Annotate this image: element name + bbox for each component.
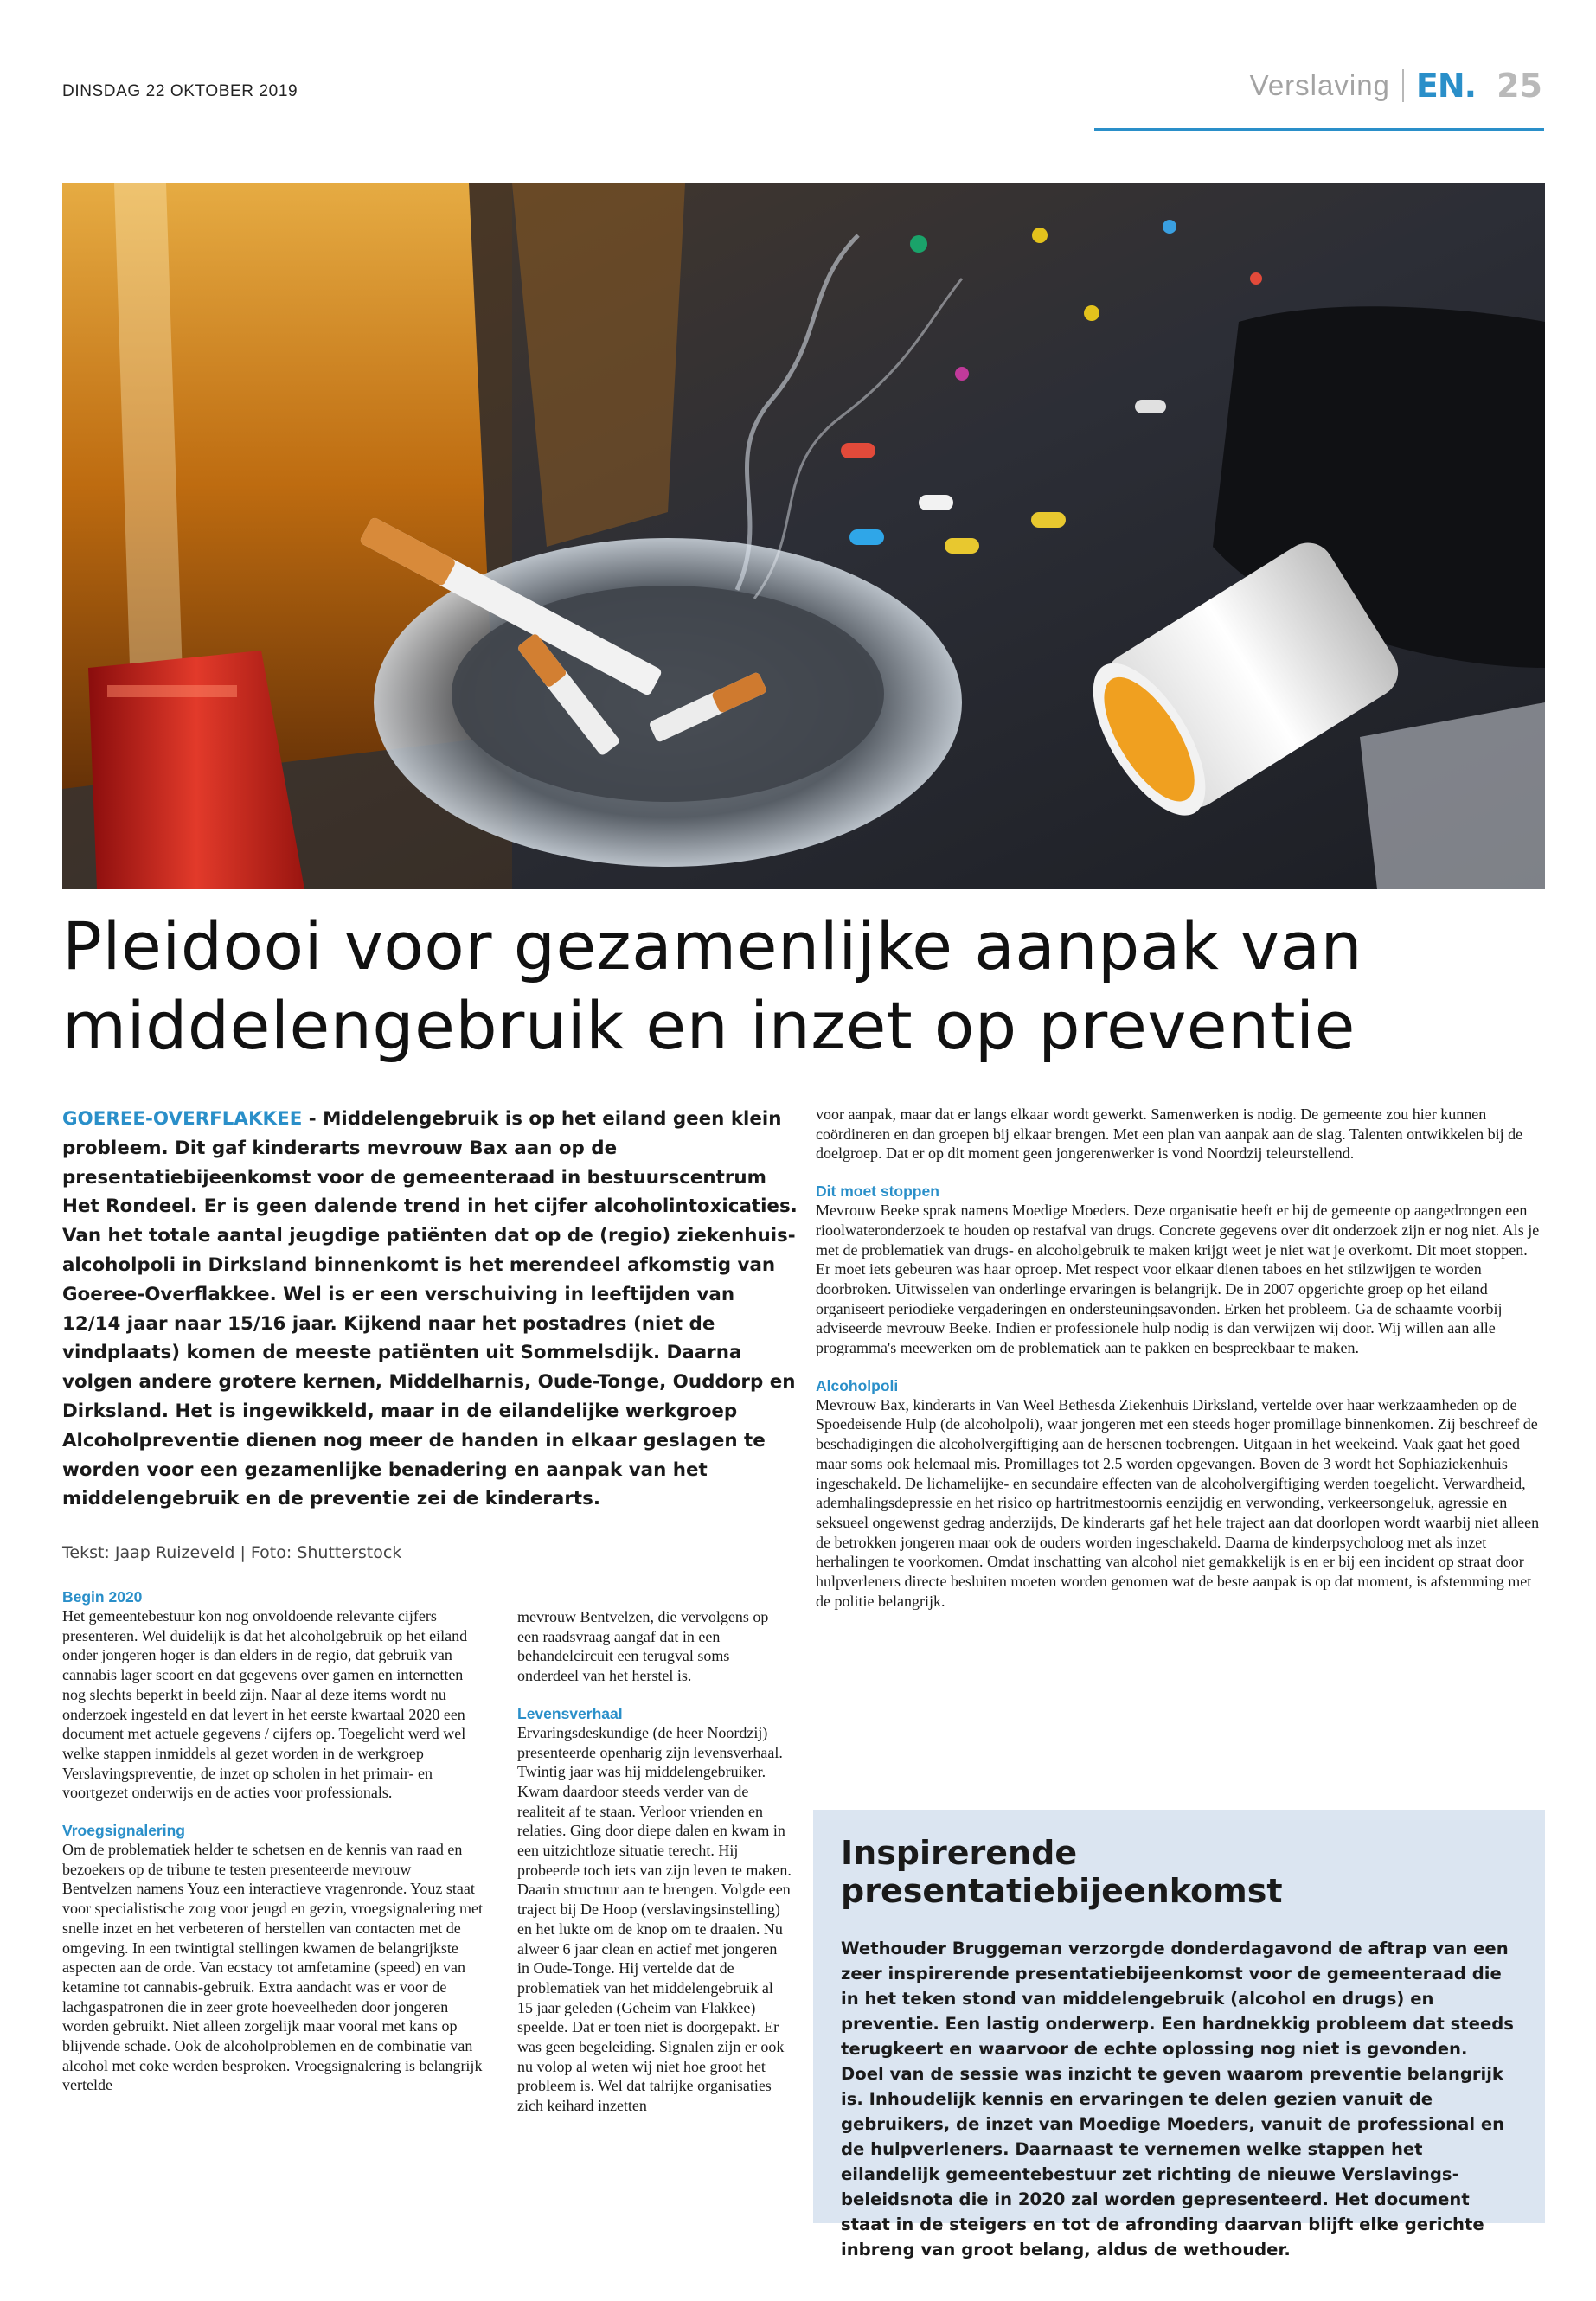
paragraph-begin-2020: Het gemeentebestuur kon nog onvoldoende relevante cijfers presenteren. Wel duidelijk is dat het alcoholgebruik op het eiland onder jongeren hoger is dan elders in de regio, dat gebruik van cannabis lager scoort en dat gegevens over gamen en internetten nog slechts beperkt in beeld zijn. Naar al deze items wordt nu onderzoek ingesteld en dat levert in het eerste kwartaal 2020 een document met actuele gegevens / cijfers op. Toegelicht werd wel welke stappen inmiddels al gezet worden in de werkgroep Verslavingspreventie, de inzet op scholen in het primair- en voortgezet onderwijs en de acties voor professionals.: [62, 1607, 468, 1802]
substances-illustration: [62, 183, 1545, 889]
lead-text: - Middelengebruik is op het eiland geen klein probleem. Dit gaf kinderarts mevrouw Bax aan op de presentatiebijeenkomst voor de gemeenteraad in bestuurscentrum Het Rondeel. Er is geen dalende trend in het cijfer alcoholintoxicaties. Van het totale aantal jeugdige patiënten dat op de (regio) ziekenhuis- alcoholpoli in Dirksland binnenkomt is het merendeel afkomstig van Goeree-Overflakkee. Wel is er een verschuiving in leeftijden van 12/14 jaar naar 15/16 jaar. Kijkend naar het postadres (niet de vindplaats) komen de meeste patiënten uit Sommelsdijk. Daarna volgen andere grotere kernen, Middelharnis, Oude-Tonge, Ouddorp en Dirksland. Het is ingewikkeld, maar in de eilandelijke werkgroep Alcoholpreventie dienen nog meer de handen in elkaar geslagen te worden voor een gezamenlijke benadering en aanpak van het middelengebruik en de preventie zei de kinderarts.: [62, 1108, 798, 1510]
sidebar-box: [813, 1810, 1545, 2259]
paragraph-aanpak: voor aanpak, maar dat er langs elkaar wordt gewerkt. Samenwerken is nodig. De gemeente zou hier kunnen coördineren en dan groepen bij elkaar brengen. Met een plan van aanpak aan de slag. Talenten ontwikkelen bij de doelgroep. Dat er op dit moment geen jongerenwerker is vond Noordzij teleurstellend.: [816, 1106, 1523, 1163]
paragraph-continuation: mevrouw Bentvelzen, die vervolgens op een raadsvraag aangaf dat in een behandelcircuit een terugval soms onderdeel van het herstel is.: [517, 1608, 769, 1685]
article-column-3: [816, 1105, 1545, 1611]
subheading-alcoholpoli: Alcoholpoli: [816, 1376, 899, 1394]
subheading-begin-2020: Begin 2020: [62, 1588, 143, 1606]
byline-credit: Tekst: Jaap Ruizeveld | Foto: Shutterstock: [62, 1543, 402, 1562]
paragraph-alcoholpoli: Mevrouw Bax, kinderarts in Van Weel Bethesda Ziekenhuis Dirksland, vertelde over haar werkzaamheden op de Spoedeisende Hulp (de alcoholpoli), waar jongeren met een steeds hoger promillage binnenkomen. Zij beschreef de beschadigingen die alcoholvergiftiging aan de hersenen toebrengen. Uitgaan in het weekeind. Vaak gaat het goed maar soms ook helemaal mis. Promillages tot 2.5 worden opgevangen. Boven de 3 wordt het Sophiaziekenhuis ingeschakeld. De lichamelijke- en secundaire effecten van de alcoholvergiftiging werden toegelicht. Verwardheid, ademhalingsdepressie en het risico op hartritmestoornis eenzijdig en verwonding, verkeersongeluk, agressie en seksueel ongewenst gedrag anderzijds, De kinderarts gaf het hele traject aan dat doorlopen wordt waarbij niet alleen de betrokken jongeren maar ook de ouders worden ingeschakeld. Daarna de kinderpsycholoog met als inzet herhalingen te voorkomen. Omdat inschatting van alcohol niet gemakkelijk is en er bij een incident op straat door hulpverleners directe besluiten moeten worden genomen wat de beste aanpak is op dat moment, is afstemming met de politie belangrijk.: [816, 1395, 1540, 1610]
page-number: 25: [1497, 67, 1542, 105]
issue-date: DINSDAG 22 OKTOBER 2019: [62, 82, 298, 100]
sidebar-title: Inspirerende presentatiebijeenkomst: [841, 1834, 1283, 1910]
header-divider: [1402, 69, 1404, 102]
section-label: Verslaving: [1249, 69, 1390, 101]
headline-line-2: middelengebruik en inzet op preventie: [62, 987, 1356, 1064]
subheading-dit-moet-stoppen: Dit moet stoppen: [816, 1183, 939, 1201]
headline-line-1: Pleidooi voor gezamenlijke aanpak van: [62, 907, 1363, 984]
sidebar-text: Wethouder Bruggeman verzorgde donderdagavond de aftrap van een zeer inspirerende presentatiebijeenkomst voor de gemeenteraad die in het teken stond van middelengebruik (alcohol en drugs) en preventie. Een lastig onderwerp. Een hardnekkig probleem dat steeds terugkeert en waarvoor de echte oplossing nog niet is gevonden. Doel van de sessie was inzicht te geven waarom preventie belangrijk is. Inhoudelijk kennis en ervaringen te delen gezien vanuit de gebruikers, de inzet van Moedige Moeders, vanuit de professional en de hulpverleners. Daarnaast te vernemen welke stappen het eilandelijk gemeentebestuur zet richting de nieuwe Verslavings-beleidsnota die in 2020 zal worden gepresenteerd. Het document staat in de steigers en tot de afronding daarvan blijft elke gerichte inbreng van groot belang, aldus de wethouder.: [841, 1939, 1514, 2259]
article-headline: [62, 907, 1533, 1066]
article-lead: [62, 1105, 798, 1514]
header-rule: [1094, 128, 1544, 131]
page-header: [1250, 66, 1542, 106]
paragraph-vroegsignalering: Om de problematiek helder te schetsen en de kennis van raad en bezoekers op de tribune te testen presenteerde mevrouw Bentvelzen namens Youz een interactieve vragenronde. Youz staat voor specialistische zorg voor jeugd en gezin, vroegsignalering met snelle inzet en het verbeteren of herstellen van contacten met de omgeving. In een twintigtal stellingen kwamen de belangrijkste aspecten aan de orde. Van ecstacy tot amfetamine (speed) en van ketamine tot cannabis-gebruik. Extra aandacht was er voor de lachgaspatronen die in zeer grote hoeveelheden door jongeren worden gebruikt. Niet alleen zorgelijk maar vooral met kans op blijvende schade. Ook de alcoholproblemen en de combinatie van alcohol met coke werden besproken. Vroegsignalering is belangrijk vertelde: [62, 1841, 484, 2094]
dateline-place: GOEREE-OVERFLAKKEE: [62, 1108, 303, 1130]
article-column-2: [517, 1607, 792, 2116]
newspaper-logo: EN.: [1415, 67, 1477, 105]
subheading-vroegsignalering: Vroegsignalering: [62, 1822, 185, 1840]
subheading-levensverhaal: Levensverhaal: [517, 1704, 623, 1722]
article-column-1: [62, 1587, 484, 2095]
article-photo: [62, 183, 1545, 889]
paragraph-dit-moet-stoppen: Mevrouw Beeke sprak namens Moedige Moeders. Deze organisatie heeft er bij de gemeente op aangedrongen een rioolwateronderzoek te houden op restafval van drugs. Concrete gegevens over dit onderzoek zijn er nog niet. Als je met de problematiek van drugs- en alcoholgebruik te maken krijgt weet je niet wat je overkomt. Dit moet stoppen. Er moet iets gebeuren was haar oproep. Met respect voor elkaar dienen taboes en het stilzwijgen te worden doorbroken. Uitwisselen van onderlinge ervaringen is belangrijk. De in 2007 opgerichte groep op het eiland organiseert periodieke vergaderingen en ondersteuningsavonden. Erken het probleem. Ga de schaamte voorbij adviseerde mevrouw Beeke. Indien er professionele hulp nodig is dan verwijzen wij door. Wij willen aan alle programma's meewerken om de problematiek aan te pakken en bespreekbaar te maken.: [816, 1202, 1540, 1357]
paragraph-levensverhaal: Ervaringsdeskundige (de heer Noordzij) presenteerde openharig zijn levensverhaal. Twintig jaar was hij middelengebruiker. Kwam daardoor steeds verder van de realiteit af te staan. Verloor vrienden en relaties. Ging door diepe dalen en kwam in een uitzichtloze situatie terecht. Hij probeerde toch iets van zijn leven te maken. Daarin structuur aan te brengen. Volgde een traject bij De Hoop (verslavingsinstelling) en het lukte om de knop om te draaien. Nu alweer 6 jaar clean en actief met jongeren in Oude-Tonge. Hij vertelde dat de problematiek van het middelengebruik al 15 jaar geleden (Geheim van Flakkee) speelde. Dat er toen niet is doorgepakt. Er was geen begeleiding. Signalen zijn er ook nu volop al weten wij niet hoe groot het probleem is. Wel dat talrijke organisaties zich keihard inzetten: [517, 1723, 792, 2115]
